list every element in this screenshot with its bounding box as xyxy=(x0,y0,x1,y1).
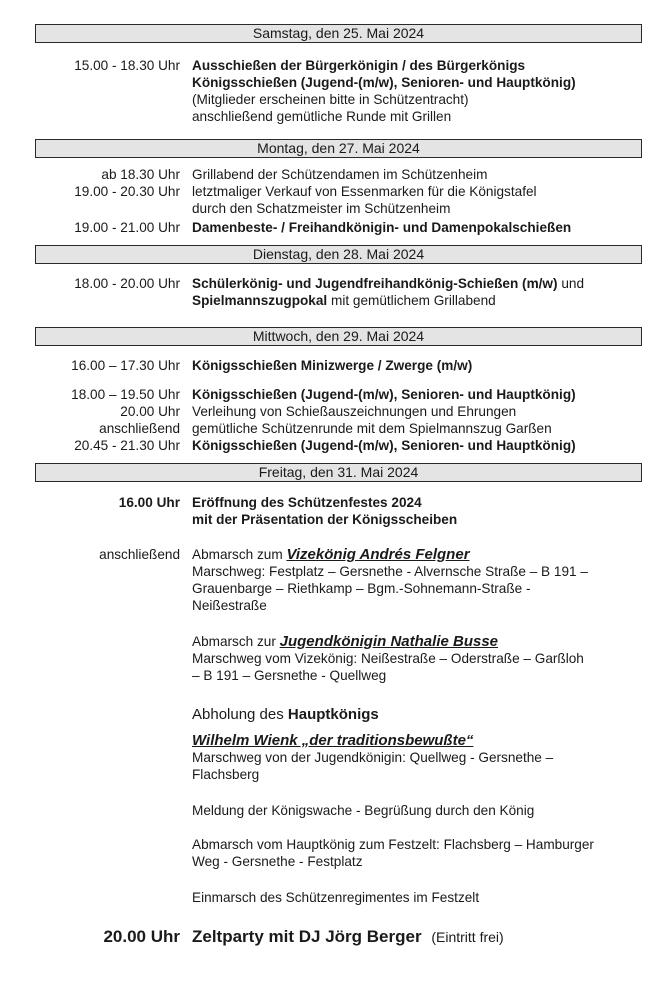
event-description: Meldung der Königswache - Begrüßung durch den König xyxy=(192,803,535,818)
desc-text: Abmarsch zur xyxy=(192,634,280,649)
king-name: Jugendkönigin Nathalie Busse xyxy=(279,633,499,650)
event-time: anschließend xyxy=(99,547,180,562)
event-description xyxy=(192,732,642,783)
event-time: 18.00 – 19.50 Uhr xyxy=(71,387,180,402)
route-line: Grauenbarge – Riethkamp – Bgm.-Sohnemann-Straße - xyxy=(192,581,531,596)
event-description xyxy=(192,836,642,870)
king-name: Wilhelm Wienk „der traditionsbewußte“ xyxy=(192,732,474,749)
event-description: Grillabend der Schützendamen im Schützenheim xyxy=(192,167,488,182)
desc-line: letztmaliger Verkauf von Essenmarken für die Königstafel xyxy=(192,184,537,199)
day-header-friday: Freitag, den 31. Mai 2024 xyxy=(35,463,642,482)
event-description xyxy=(192,705,642,725)
desc-line: durch den Schatzmeister im Schützenheim xyxy=(192,201,451,216)
event-time: 19.00 - 20.30 Uhr xyxy=(74,184,180,199)
event-time: 19.00 - 21.00 Uhr xyxy=(74,220,180,235)
desc-text: Abholung des xyxy=(192,706,288,723)
desc-line: Ausschießen der Bürgerkönigin / des Bürgerkönigs xyxy=(192,58,526,73)
desc-text: Abmarsch zum xyxy=(192,547,287,562)
event-friday-zeltparty xyxy=(0,925,660,949)
desc-line: (Mitglieder erscheinen bitte in Schützentracht) xyxy=(192,92,469,107)
desc-text: und xyxy=(557,276,585,291)
day-header-saturday: Samstag, den 25. Mai 2024 xyxy=(35,24,642,43)
event-time: 20.00 Uhr xyxy=(120,404,180,419)
event-time: ab 18.30 Uhr xyxy=(101,167,180,182)
desc-line: anschließend gemütliche Runde mit Grillen xyxy=(192,109,452,124)
desc-line: Abmarsch vom Hauptkönig zum Festzelt: Flachsberg – Hamburger xyxy=(192,837,594,852)
event-description xyxy=(192,633,642,684)
desc-line: Königsschießen (Jugend-(m/w), Senioren- und Hauptkönig) xyxy=(192,75,576,90)
event-note: (Eintritt frei) xyxy=(431,929,504,945)
route-line: Marschweg vom Vizekönig: Neißestraße – Oderstraße – Garßloh xyxy=(192,651,584,666)
day-header-wednesday: Mittwoch, den 29. Mai 2024 xyxy=(35,327,642,346)
event-description: Königsschießen (Jugend-(m/w), Senioren- und Hauptkönig) xyxy=(192,387,576,402)
event-description xyxy=(192,494,642,528)
desc-text: mit gemütlichem Grillabend xyxy=(327,293,496,308)
event-time: 16.00 Uhr xyxy=(118,495,180,510)
event-time: 20.45 - 21.30 Uhr xyxy=(74,438,180,453)
event-description: Damenbeste- / Freihandkönigin- und Damenpokalschießen xyxy=(192,220,572,235)
desc-line: Eröffnung des Schützenfestes 2024 xyxy=(192,495,422,510)
event-description xyxy=(192,546,642,614)
route-line: Marschweg von der Jugendkönigin: Quellweg - Gersnethe – xyxy=(192,750,554,765)
event-description: gemütliche Schützenrunde mit dem Spielmannszug Garßen xyxy=(192,421,552,436)
event-title: Zeltparty mit DJ Jörg Berger xyxy=(192,927,422,946)
event-description: Einmarsch des Schützenregimentes im Festzelt xyxy=(192,890,480,905)
event-description xyxy=(192,183,642,217)
desc-line: mit der Präsentation der Königsscheiben xyxy=(192,512,458,527)
desc-bold: Hauptkönigs xyxy=(287,706,379,723)
desc-bold: Schülerkönig- und Jugendfreihandkönig-Schießen (m/w) xyxy=(192,276,558,291)
king-name: Vizekönig Andrés Felgner xyxy=(286,546,470,563)
event-time: 16.00 – 17.30 Uhr xyxy=(71,358,180,373)
event-time: 20.00 Uhr xyxy=(103,927,180,946)
event-time: 18.00 - 20.00 Uhr xyxy=(74,276,180,291)
desc-line: Weg - Gersnethe - Festplatz xyxy=(192,854,363,869)
route-line: Marschweg: Festplatz – Gersnethe - Alvernsche Straße – B 191 – xyxy=(192,564,588,579)
event-description xyxy=(192,57,642,125)
day-header-monday: Montag, den 27. Mai 2024 xyxy=(35,139,642,158)
event-description: Königsschießen (Jugend-(m/w), Senioren- und Hauptkönig) xyxy=(192,438,576,453)
day-header-tuesday: Dienstag, den 28. Mai 2024 xyxy=(35,245,642,264)
event-description: Verleihung von Schießauszeichnungen und Ehrungen xyxy=(192,404,517,419)
route-line: Flachsberg xyxy=(192,767,260,782)
desc-bold: Spielmannszugpokal xyxy=(192,293,328,308)
route-line: – B 191 – Gersnethe - Quellweg xyxy=(192,668,387,683)
route-line: Neißestraße xyxy=(192,598,267,613)
event-time: anschließend xyxy=(99,421,180,436)
event-description: Königsschießen Minizwerge / Zwerge (m/w) xyxy=(192,358,473,373)
event-description xyxy=(192,275,642,309)
event-time: 15.00 - 18.30 Uhr xyxy=(74,58,180,73)
